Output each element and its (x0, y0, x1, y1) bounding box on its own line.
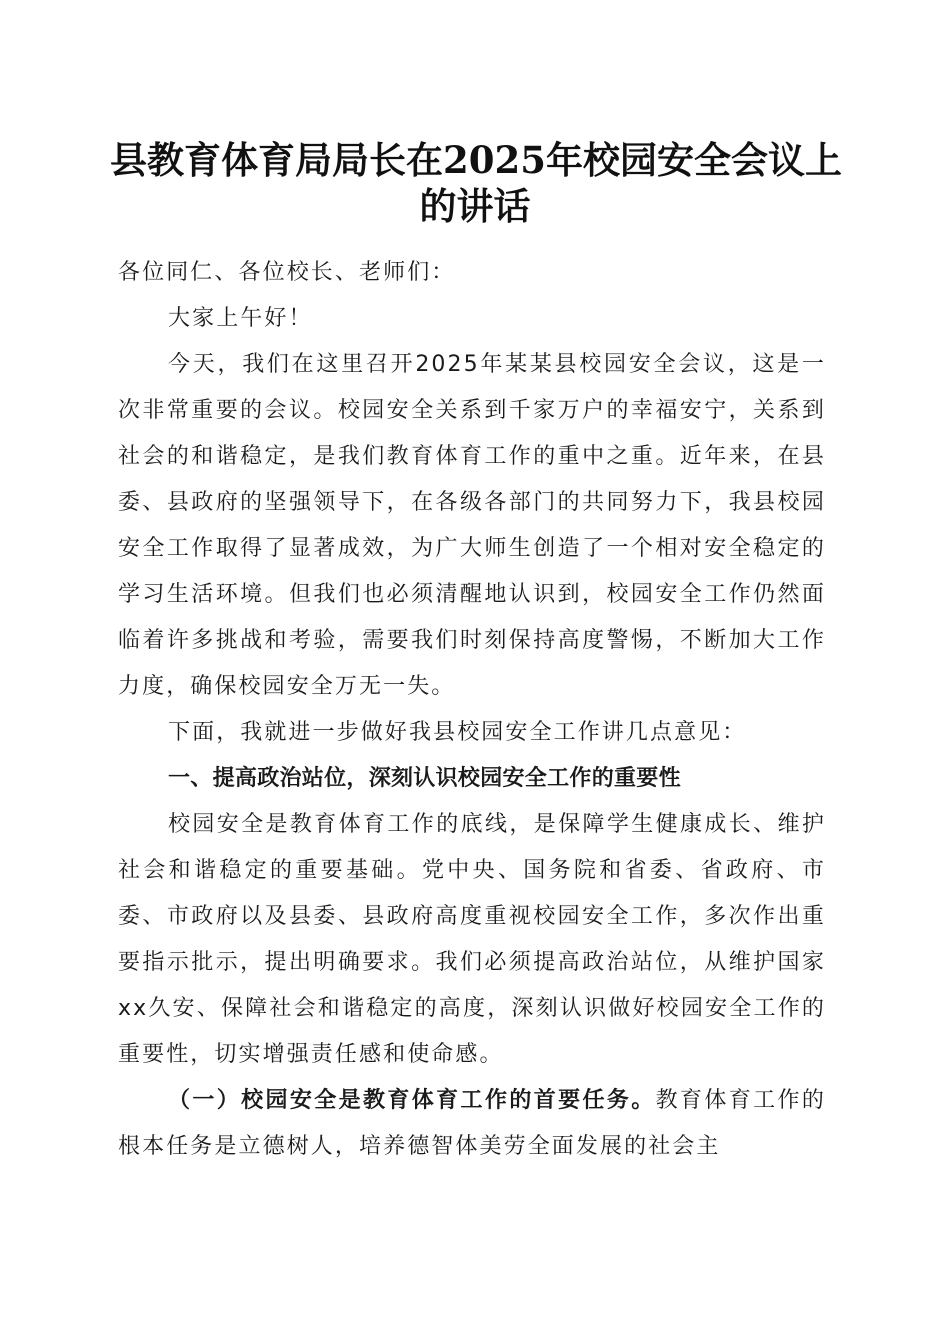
document-body (118, 250, 826, 1170)
paragraph-transition: 下面，我就进一步做好我县校园安全工作讲几点意见： (168, 720, 747, 745)
section-heading-1: 一、提高政治站位，深刻认识校园安全工作的重要性 (168, 766, 681, 791)
paragraph-section-1: 校园安全是教育体育工作的底线，是保障学生健康成长、维护社会和谐稳定的重要基础。党中央、国务院和省委、省政府、市委、市政府以及县委、县政府高度重视校园安全工作，多次作出重要指示批示，提出明确要求。我们必须提高政治站位，从维护国家xx久安、保障社会和谐稳定的高度，深刻认识做好校园安全工作的重要性，切实增强责任感和使命感。 (118, 812, 826, 1067)
greeting: 大家上午好！ (168, 306, 313, 331)
salutation: 各位同仁、各位校长、老师们： (118, 260, 456, 285)
paragraph-intro: 今天，我们在这里召开2025年某某县校园安全会议，这是一次非常重要的会议。校园安全关系到千家万户的幸福安宁，关系到社会的和谐稳定，是我们教育体育工作的重中之重。近年来，在县委、县政府的坚强领导下，在各级各部门的共同努力下，我县校园安全工作取得了显著成效，为广大师生创造了一个相对安全稳定的学习生活环境。但我们也必须清醒地认识到，校园安全工作仍然面临着许多挑战和考验，需要我们时刻保持高度警惕，不断加大工作力度，确保校园安全万无一失。 (118, 352, 826, 699)
subsection-text-1: 教育体育工作的根本任务是立德树人，培养德智体美劳全面发展的社会主 (118, 1088, 826, 1159)
document-title-line-2: 的讲话 (419, 184, 531, 228)
subsection-heading-1: （一）校园安全是教育体育工作的首要任务。 (168, 1088, 656, 1113)
document-title-line-1: 县教育体育局局长在2025年校园安全会议上 (110, 138, 842, 182)
paragraph-subsection-1 (118, 1078, 826, 1170)
